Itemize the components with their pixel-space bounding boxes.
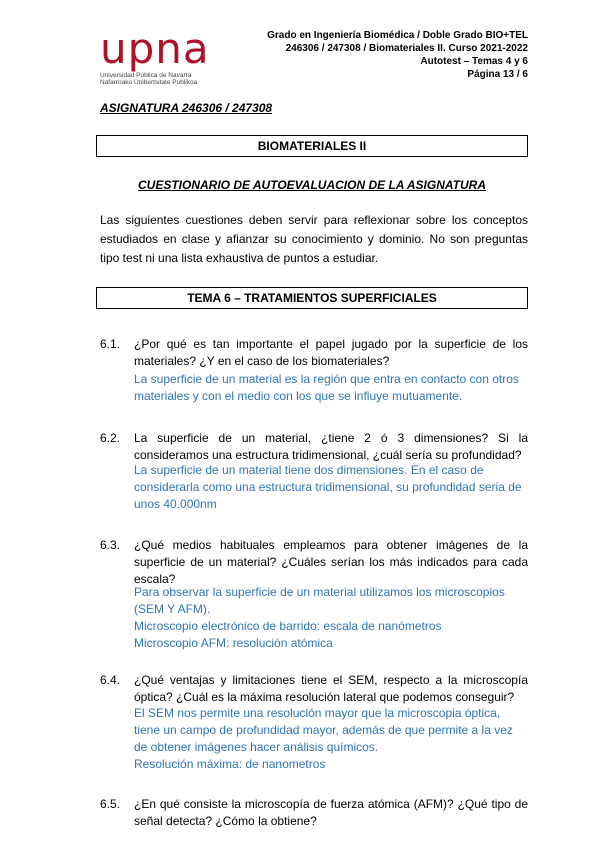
answer-line: La superficie de un material es la región que entra en contacto con otros [134, 372, 519, 386]
logo-subtitle-line: Nafarroako Unibertsitate Publikoa [100, 79, 198, 86]
question-text: ¿Por qué es tan importante el papel jugado por la superficie de los materiales? ¿Y en el caso de los biomateriales? [134, 337, 528, 368]
question-number: 6.2. [100, 431, 121, 445]
answer [134, 371, 534, 405]
intro-paragraph: Las siguientes cuestiones deben servir para reflexionar sobre los conceptos estudiados en clase y afianzar su conocimiento y dominio. No son preguntas tipo test ni una lista exhaustiva de puntos a estudiar. [100, 213, 528, 265]
answer-line: tiene un campo de profundidad mayor, además de que permite a la vez [134, 723, 513, 737]
answer-line: considerarla como una estructura tridimensional, su profundidad seria de [134, 480, 522, 494]
answer [134, 462, 534, 513]
answer-line: Microscopio electrónico de barrido: escala de nanómetros [134, 619, 442, 633]
answer-line: Resolución máxima: de nanometros [134, 757, 326, 771]
subject-code: ASIGNATURA 246306 / 247308 [100, 101, 273, 115]
header-degree: Grado en Ingeniería Biomédica / Doble Grado BIO+TEL [267, 30, 528, 41]
header-test: Autotest – Temas 4 y 6 [420, 56, 528, 67]
answer-line: unos 40.000nm [134, 497, 217, 511]
answer-line: El SEM nos permite una resolución mayor que la microscopia óptica, [134, 706, 501, 720]
answer-line: Microscopio AFM: resolución atómica [134, 636, 333, 650]
subject-title-box: BIOMATERIALES II [96, 135, 528, 157]
answer-line: Para observar la superficie de un material utilizamos los microscopios [134, 585, 505, 599]
answer [134, 705, 534, 773]
logo-subtitle [100, 72, 197, 86]
question-text: ¿En qué consiste la microscopía de fuerza atómica (AFM)? ¿Qué tipo de señal detecta? ¿Cómo la obtiene? [134, 797, 528, 828]
answer-line: (SEM Y AFM). [134, 602, 211, 616]
answer-line: materiales y con el medio con los que se influye mutuamente. [134, 389, 463, 403]
document-header [267, 29, 528, 81]
answer-line: La superficie de un material tiene dos dimensiones. En el caso de [134, 463, 484, 477]
answer-line: de obtener imágenes hacer análisis químicos. [134, 740, 379, 754]
question-number: 6.1. [100, 337, 121, 351]
question-number: 6.5. [100, 797, 121, 811]
upna-logo: upna [100, 24, 210, 73]
header-course: 246306 / 247308 / Biomateriales II. Curso 2021-2022 [285, 43, 528, 54]
questionnaire-title: CUESTIONARIO DE AUTOEVALUACION DE LA ASIGNATURA [137, 178, 486, 192]
question-number: 6.4. [100, 673, 121, 687]
answer [134, 584, 534, 652]
topic-title-box: TEMA 6 – TRATAMIENTOS SUPERFICIALES [96, 287, 528, 309]
question-text: ¿Qué medios habituales empleamos para obtener imágenes de la superficie de un material? ¿Cuáles serían los más indicados para cada escala? [134, 538, 528, 586]
question-text: ¿Qué ventajas y limitaciones tiene el SEM, respecto a la microscopía óptica? ¿Cuál es la máxima resolución lateral que podemos conseguir? [134, 673, 528, 704]
header-page: Página 13 / 6 [467, 69, 528, 80]
question-text: La superficie de un material, ¿tiene 2 ó 3 dimensiones? Si la consideramos una estructura tridimensional, ¿cuál sería su profundidad? [134, 431, 528, 462]
logo-subtitle-line: Universidad Pública de Navarra [100, 72, 192, 79]
question-number: 6.3. [100, 538, 121, 552]
